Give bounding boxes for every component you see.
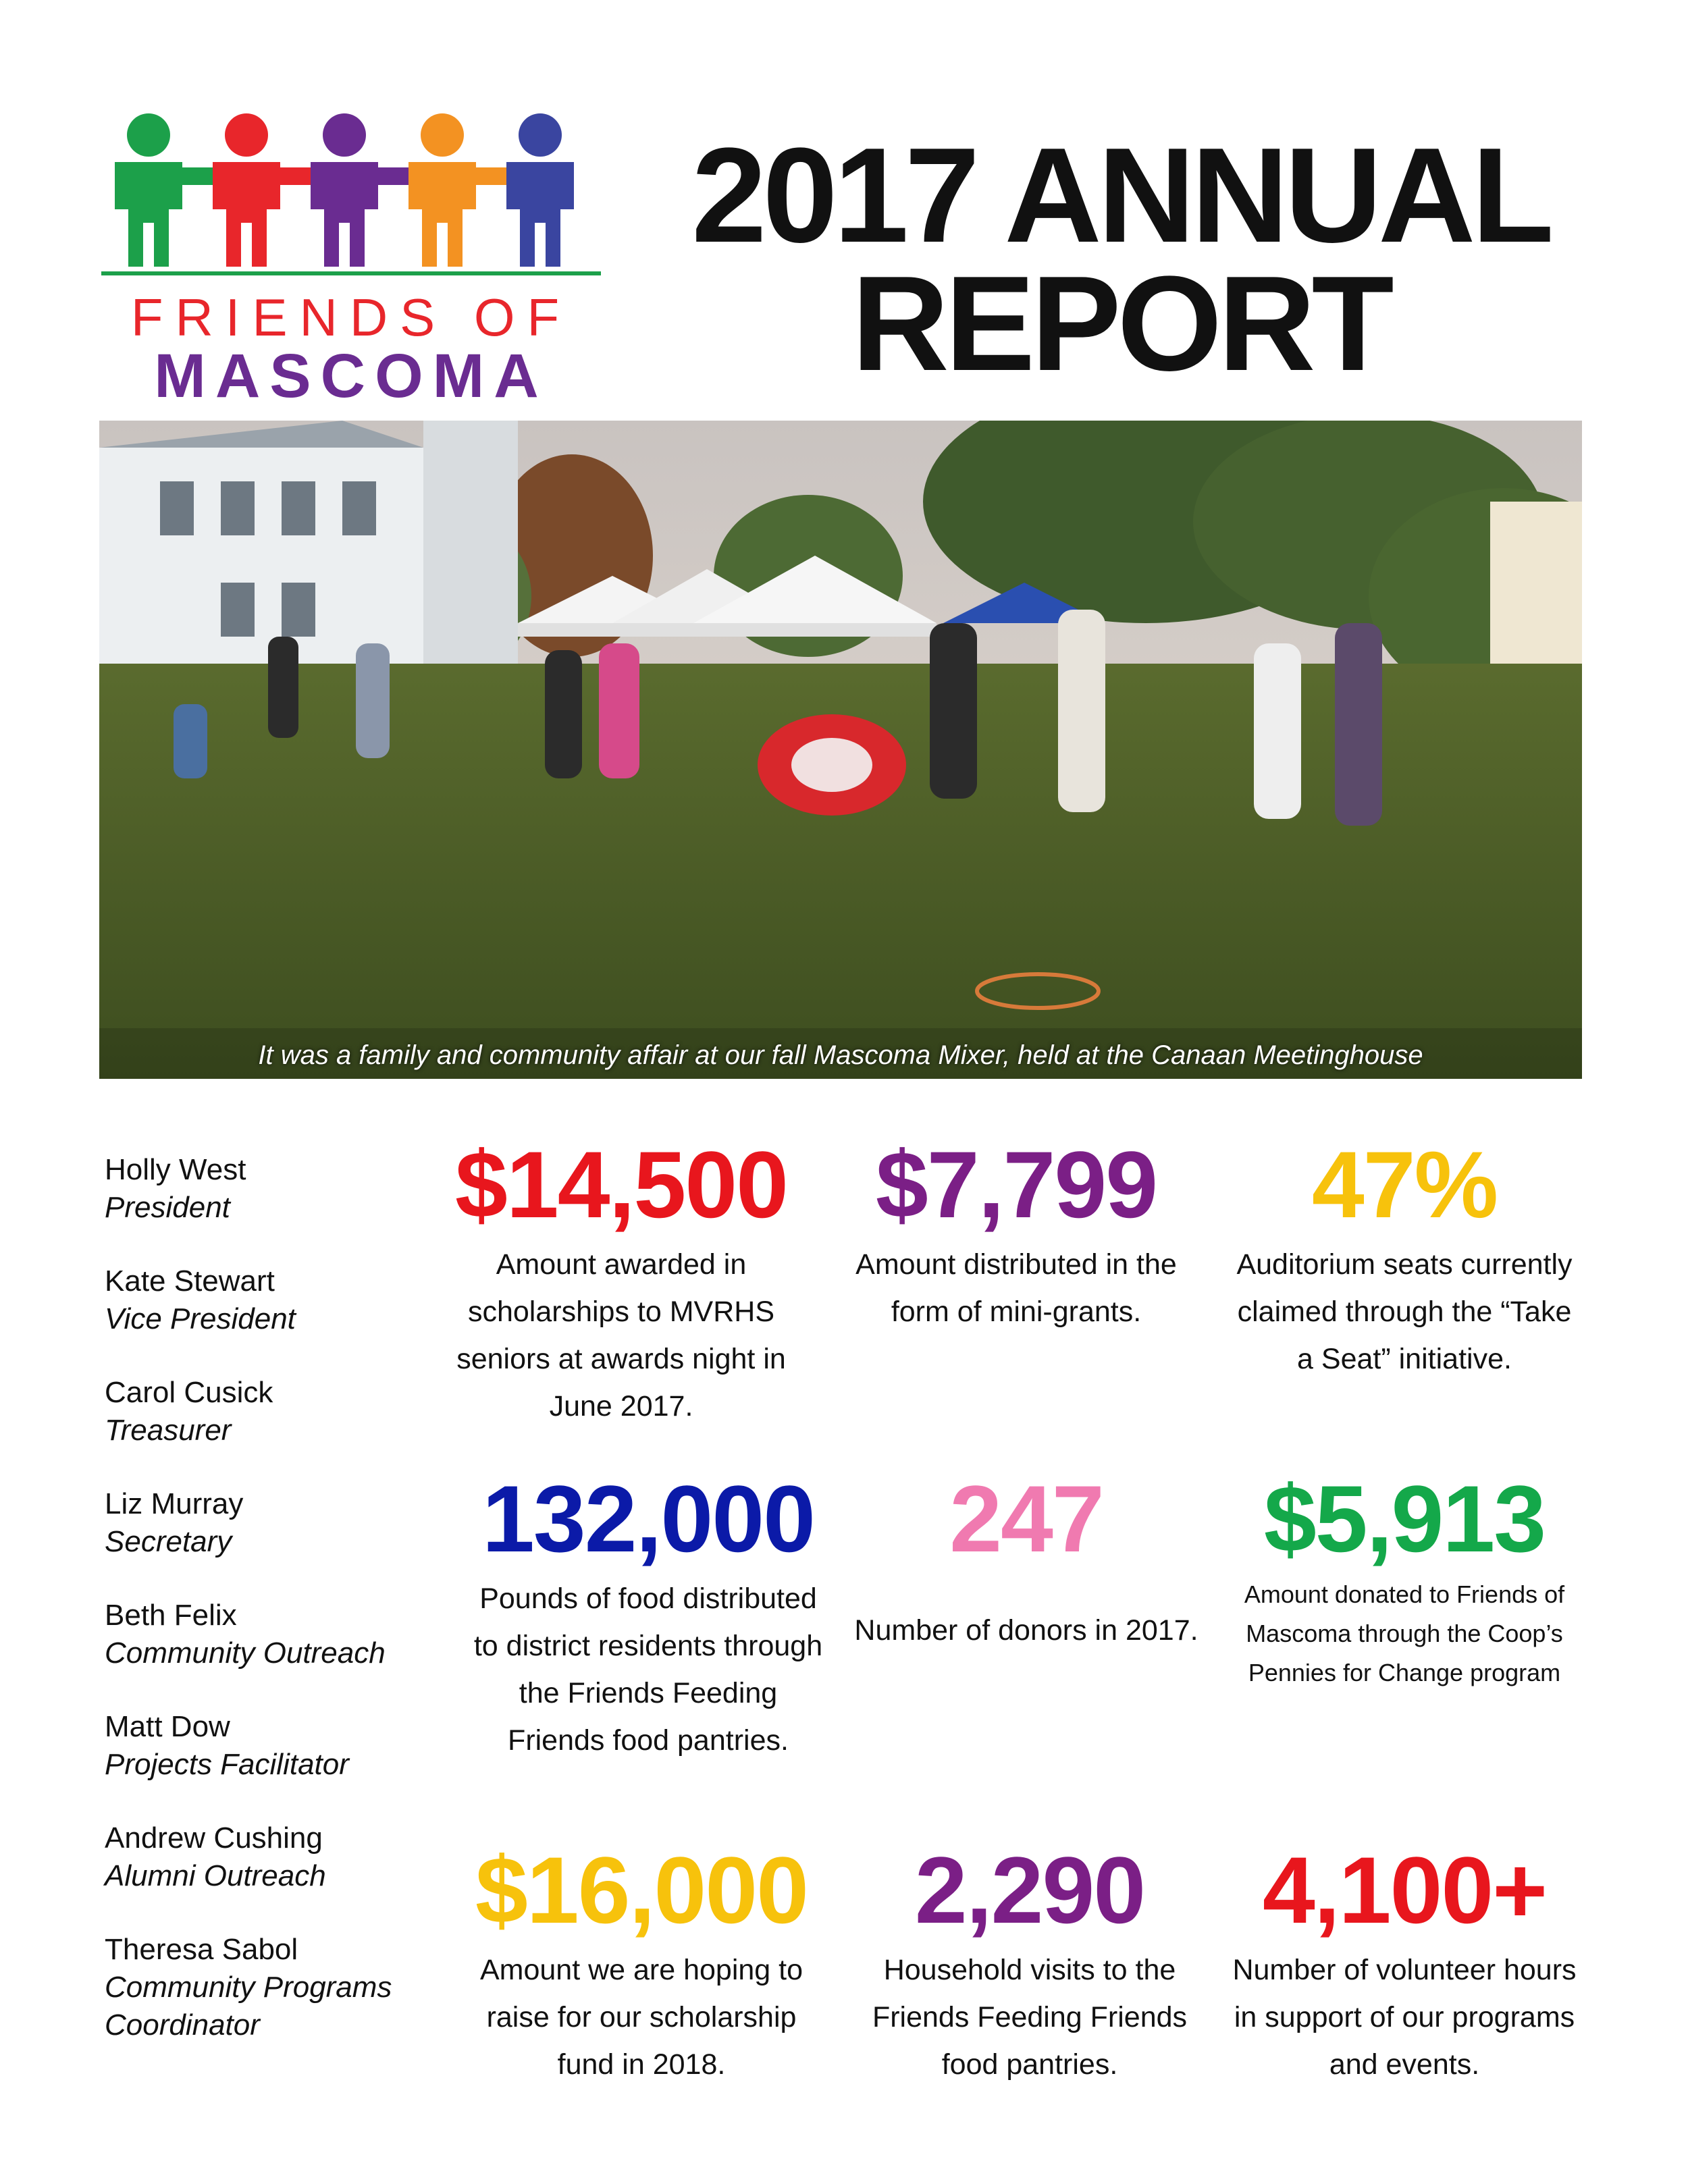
logo-figure-arm	[180, 167, 215, 185]
board-member-role: President	[105, 1191, 230, 1224]
stat-description: Pounds of food distributed to district residents through the Friends Feeding Friends food pantries.	[473, 1582, 823, 1757]
board-member	[105, 1931, 442, 2042]
mascoma-mixer-photo	[99, 421, 1582, 1079]
stat-value: 247	[949, 1466, 1103, 1572]
board-member-name: Beth Felix	[105, 1599, 237, 1632]
logo-figure-arm	[278, 167, 313, 185]
stat-description: Amount awarded in scholarships to MVRHS seniors at awards night in June 2017.	[456, 1248, 786, 1422]
title-line-2: REPORT	[851, 248, 1390, 399]
board-member-name: Andrew Cushing	[105, 1821, 323, 1855]
board-member-role: Community Programs Coordinator	[105, 1971, 392, 2042]
event-photo	[99, 421, 1582, 1079]
stat-value: $16,000	[475, 1837, 808, 1943]
stat-value: $7,799	[875, 1131, 1157, 1237]
stat-block	[446, 1131, 797, 1430]
board-member	[105, 1262, 442, 1374]
stat-value: 2,290	[914, 1837, 1145, 1943]
stat-value: $14,500	[454, 1131, 788, 1237]
logo-figure-body	[213, 162, 280, 267]
board-member	[105, 1485, 442, 1597]
stat-description: Number of volunteer hours in support of our programs and events.	[1232, 1954, 1577, 2081]
stat-value: $5,913	[1263, 1466, 1546, 1572]
stat-block	[841, 1131, 1192, 1335]
board-member-name: Matt Dow	[105, 1710, 230, 1743]
logo-figure-body	[408, 162, 476, 267]
logo-figure-body	[115, 162, 182, 267]
board-member-name: Holly West	[105, 1153, 246, 1186]
board-member	[105, 1597, 442, 1708]
logo-figure-arm	[473, 167, 509, 185]
board-member-name: Kate Stewart	[105, 1264, 275, 1298]
logo-figure-body	[506, 162, 574, 267]
board-member	[105, 1151, 442, 1262]
board-member	[105, 1819, 442, 1931]
stat-block	[466, 1837, 817, 2088]
people-figures-icon	[101, 108, 601, 284]
stat-value: 132,000	[481, 1466, 815, 1572]
stat-block	[1229, 1131, 1580, 1383]
stat-description: Amount donated to Friends of Mascoma through the Coop’s Pennies for Change program	[1244, 1580, 1565, 1686]
report-title	[594, 120, 1647, 399]
stat-block	[1229, 1837, 1580, 2088]
friends-of-mascoma-logo	[101, 108, 601, 410]
stat-description: Number of donors in 2017.	[854, 1614, 1198, 1647]
stat-block	[473, 1468, 824, 1764]
stat-description: Amount we are hoping to raise for our scholarship fund in 2018.	[479, 1954, 803, 2081]
stat-value: 47%	[1311, 1131, 1498, 1237]
logo-text-mascoma: MASCOMA	[154, 342, 548, 410]
board-member-role: Secretary	[105, 1525, 232, 1558]
logo-figure-body	[311, 162, 378, 267]
board-member	[105, 1708, 442, 1819]
stat-description: Auditorium seats currently claimed through the “Take a Seat” initiative.	[1236, 1248, 1573, 1375]
photo-caption: It was a family and community affair at our fall Mascoma Mixer, held at the Canaan Meetinghouse	[258, 1040, 1423, 1070]
board-member-name: Carol Cusick	[105, 1376, 273, 1409]
board-member-name: Liz Murray	[105, 1487, 244, 1520]
stat-block	[851, 1468, 1202, 1654]
board-member	[105, 1374, 442, 1485]
logo-figure-head	[421, 113, 464, 157]
stat-value: 4,100+	[1262, 1837, 1547, 1943]
logo-figure-head	[519, 113, 562, 157]
logo-figure-head	[127, 113, 170, 157]
board-member-role: Community Outreach	[105, 1636, 386, 1670]
logo-text-friends-of: FRIENDS OF	[130, 288, 572, 347]
logo-figure-head	[225, 113, 268, 157]
logo-figure-head	[323, 113, 366, 157]
stat-description: Amount distributed in the form of mini-grants.	[855, 1248, 1177, 1328]
board-member-role: Vice President	[105, 1302, 296, 1335]
stat-description: Household visits to the Friends Feeding Friends food pantries.	[872, 1954, 1188, 2081]
board-members-list	[105, 1151, 442, 2042]
board-member-name: Theresa Sabol	[105, 1933, 298, 1966]
board-member-role: Alumni Outreach	[105, 1859, 326, 1892]
stat-block	[854, 1837, 1205, 2088]
logo-figure-arm	[375, 167, 411, 185]
title-line-1: 2017 ANNUAL	[691, 120, 1550, 271]
board-member-role: Projects Facilitator	[105, 1748, 349, 1781]
stat-block	[1229, 1468, 1580, 1693]
board-member-role: Treasurer	[105, 1414, 232, 1447]
